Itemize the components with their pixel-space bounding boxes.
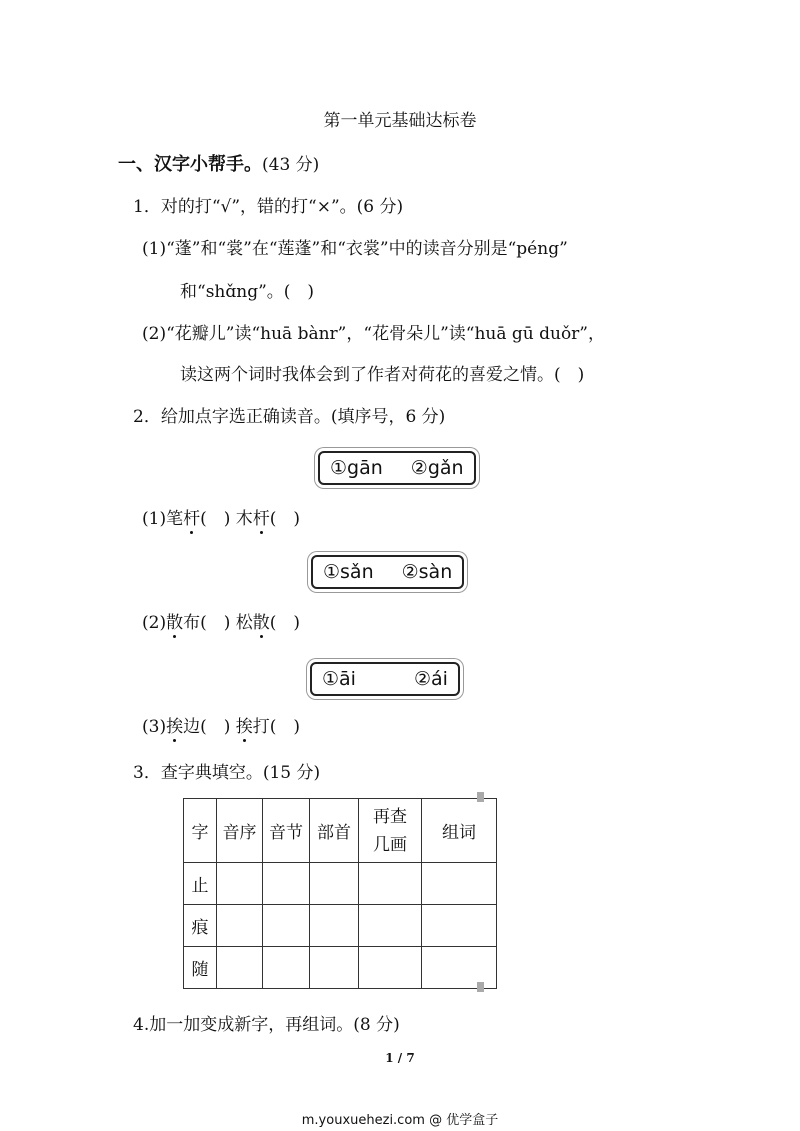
q1-item1-line1: (1)“蓬”和“裳”在“莲蓬”和“衣裳”中的读音分别是“péng” [142, 239, 568, 259]
answer-cell[interactable] [359, 947, 422, 989]
q2-item-2 [142, 608, 300, 633]
table-row [184, 905, 497, 947]
q2-g1-option-1: ①gān [330, 457, 383, 479]
q2-item-2-dotted-char-2: 散 [253, 608, 270, 633]
q2-options-box-1 [318, 451, 476, 485]
q2-g3-option-2: ②ái [413, 668, 448, 690]
q2-item-1-dotted-char-2: 杆 [253, 504, 270, 529]
q3-stem: 3．查字典填空。(15 分) [133, 763, 321, 783]
footer-watermark: m.youxuehezi.com @ 优学盒子 [301, 1113, 499, 1128]
q2-item-3-prefix: (3) [142, 717, 167, 737]
header-radical: 部首 [310, 799, 359, 863]
answer-cell[interactable] [422, 863, 497, 905]
answer-cell[interactable] [217, 863, 263, 905]
q2-item-3-dotted-char-1: 挨 [166, 712, 183, 737]
q2-item-1-mid: ( ) 木 [200, 509, 253, 529]
answer-cell[interactable] [422, 905, 497, 947]
table-resize-handle-top[interactable] [477, 792, 484, 802]
q2-item-3 [142, 712, 300, 737]
q2-item-2-prefix: (2) [142, 613, 167, 633]
section-1-heading [118, 150, 319, 176]
q2-options-box-3 [310, 662, 460, 696]
q2-item-3-mid: 边( ) [183, 717, 236, 737]
q2-g3-option-1: ①āi [322, 668, 356, 690]
q2-item-2-suffix: ( ) [269, 613, 301, 633]
answer-cell[interactable] [310, 905, 359, 947]
q2-g2-option-1: ①sǎn [323, 561, 374, 583]
q2-g2-option-2: ②sàn [401, 561, 453, 583]
page-title: 第一单元基础达标卷 [323, 111, 477, 131]
answer-cell[interactable] [217, 905, 263, 947]
q1-item1-line2: 和“shɑ̌ng”。( ) [180, 282, 315, 302]
q2-item-2-dotted-char-1: 散 [166, 608, 183, 633]
table-header-row [184, 799, 497, 863]
q2-item-1-dotted-char-1: 杆 [183, 504, 200, 529]
q2-item-3-suffix: 打( ) [252, 717, 301, 737]
answer-cell[interactable] [422, 947, 497, 989]
q1-item2-line1: (2)“花瓣儿”读“huā bànr”，“花骨朵儿”读“huā gū duǒr”， [142, 324, 606, 344]
header-strokes: 再查 几画 [359, 799, 422, 863]
page-number: 1 / 7 [385, 1051, 415, 1065]
q2-g1-option-2: ②gǎn [410, 457, 464, 479]
q1-stem: 1．对的打“√”，错的打“×”。(6 分) [133, 197, 404, 217]
row-char: 随 [184, 947, 217, 989]
answer-cell[interactable] [359, 863, 422, 905]
answer-cell[interactable] [263, 863, 310, 905]
table-row [184, 863, 497, 905]
q1-item2-line2: 读这两个词时我体会到了作者对荷花的喜爱之情。( ) [180, 365, 585, 385]
q2-item-1 [142, 504, 300, 529]
q2-options-box-2 [311, 555, 464, 589]
section-1-label: 一、汉字小帮手。 [118, 154, 262, 175]
header-initial: 音序 [217, 799, 263, 863]
table-resize-handle-bottom[interactable] [477, 982, 484, 992]
q2-item-2-mid: 布( ) 松 [183, 613, 253, 633]
row-char: 痕 [184, 905, 217, 947]
header-syllable: 音节 [263, 799, 310, 863]
answer-cell[interactable] [263, 905, 310, 947]
q2-item-1-suffix: ( ) [269, 509, 301, 529]
q2-item-3-dotted-char-2: 挨 [236, 712, 253, 737]
answer-cell[interactable] [263, 947, 310, 989]
q2-item-1-prefix: (1)笔 [142, 509, 184, 529]
row-char: 止 [184, 863, 217, 905]
answer-cell[interactable] [359, 905, 422, 947]
answer-cell[interactable] [310, 947, 359, 989]
table-row [184, 947, 497, 989]
answer-cell[interactable] [217, 947, 263, 989]
header-words: 组词 [422, 799, 497, 863]
q4-stem: 4.加一加变成新字，再组词。(8 分) [133, 1015, 400, 1035]
header-char: 字 [184, 799, 217, 863]
dictionary-table [183, 798, 497, 989]
answer-cell[interactable] [310, 863, 359, 905]
q2-stem: 2．给加点字选正确读音。(填序号，6 分) [133, 407, 446, 427]
section-1-points: (43 分) [262, 155, 320, 175]
